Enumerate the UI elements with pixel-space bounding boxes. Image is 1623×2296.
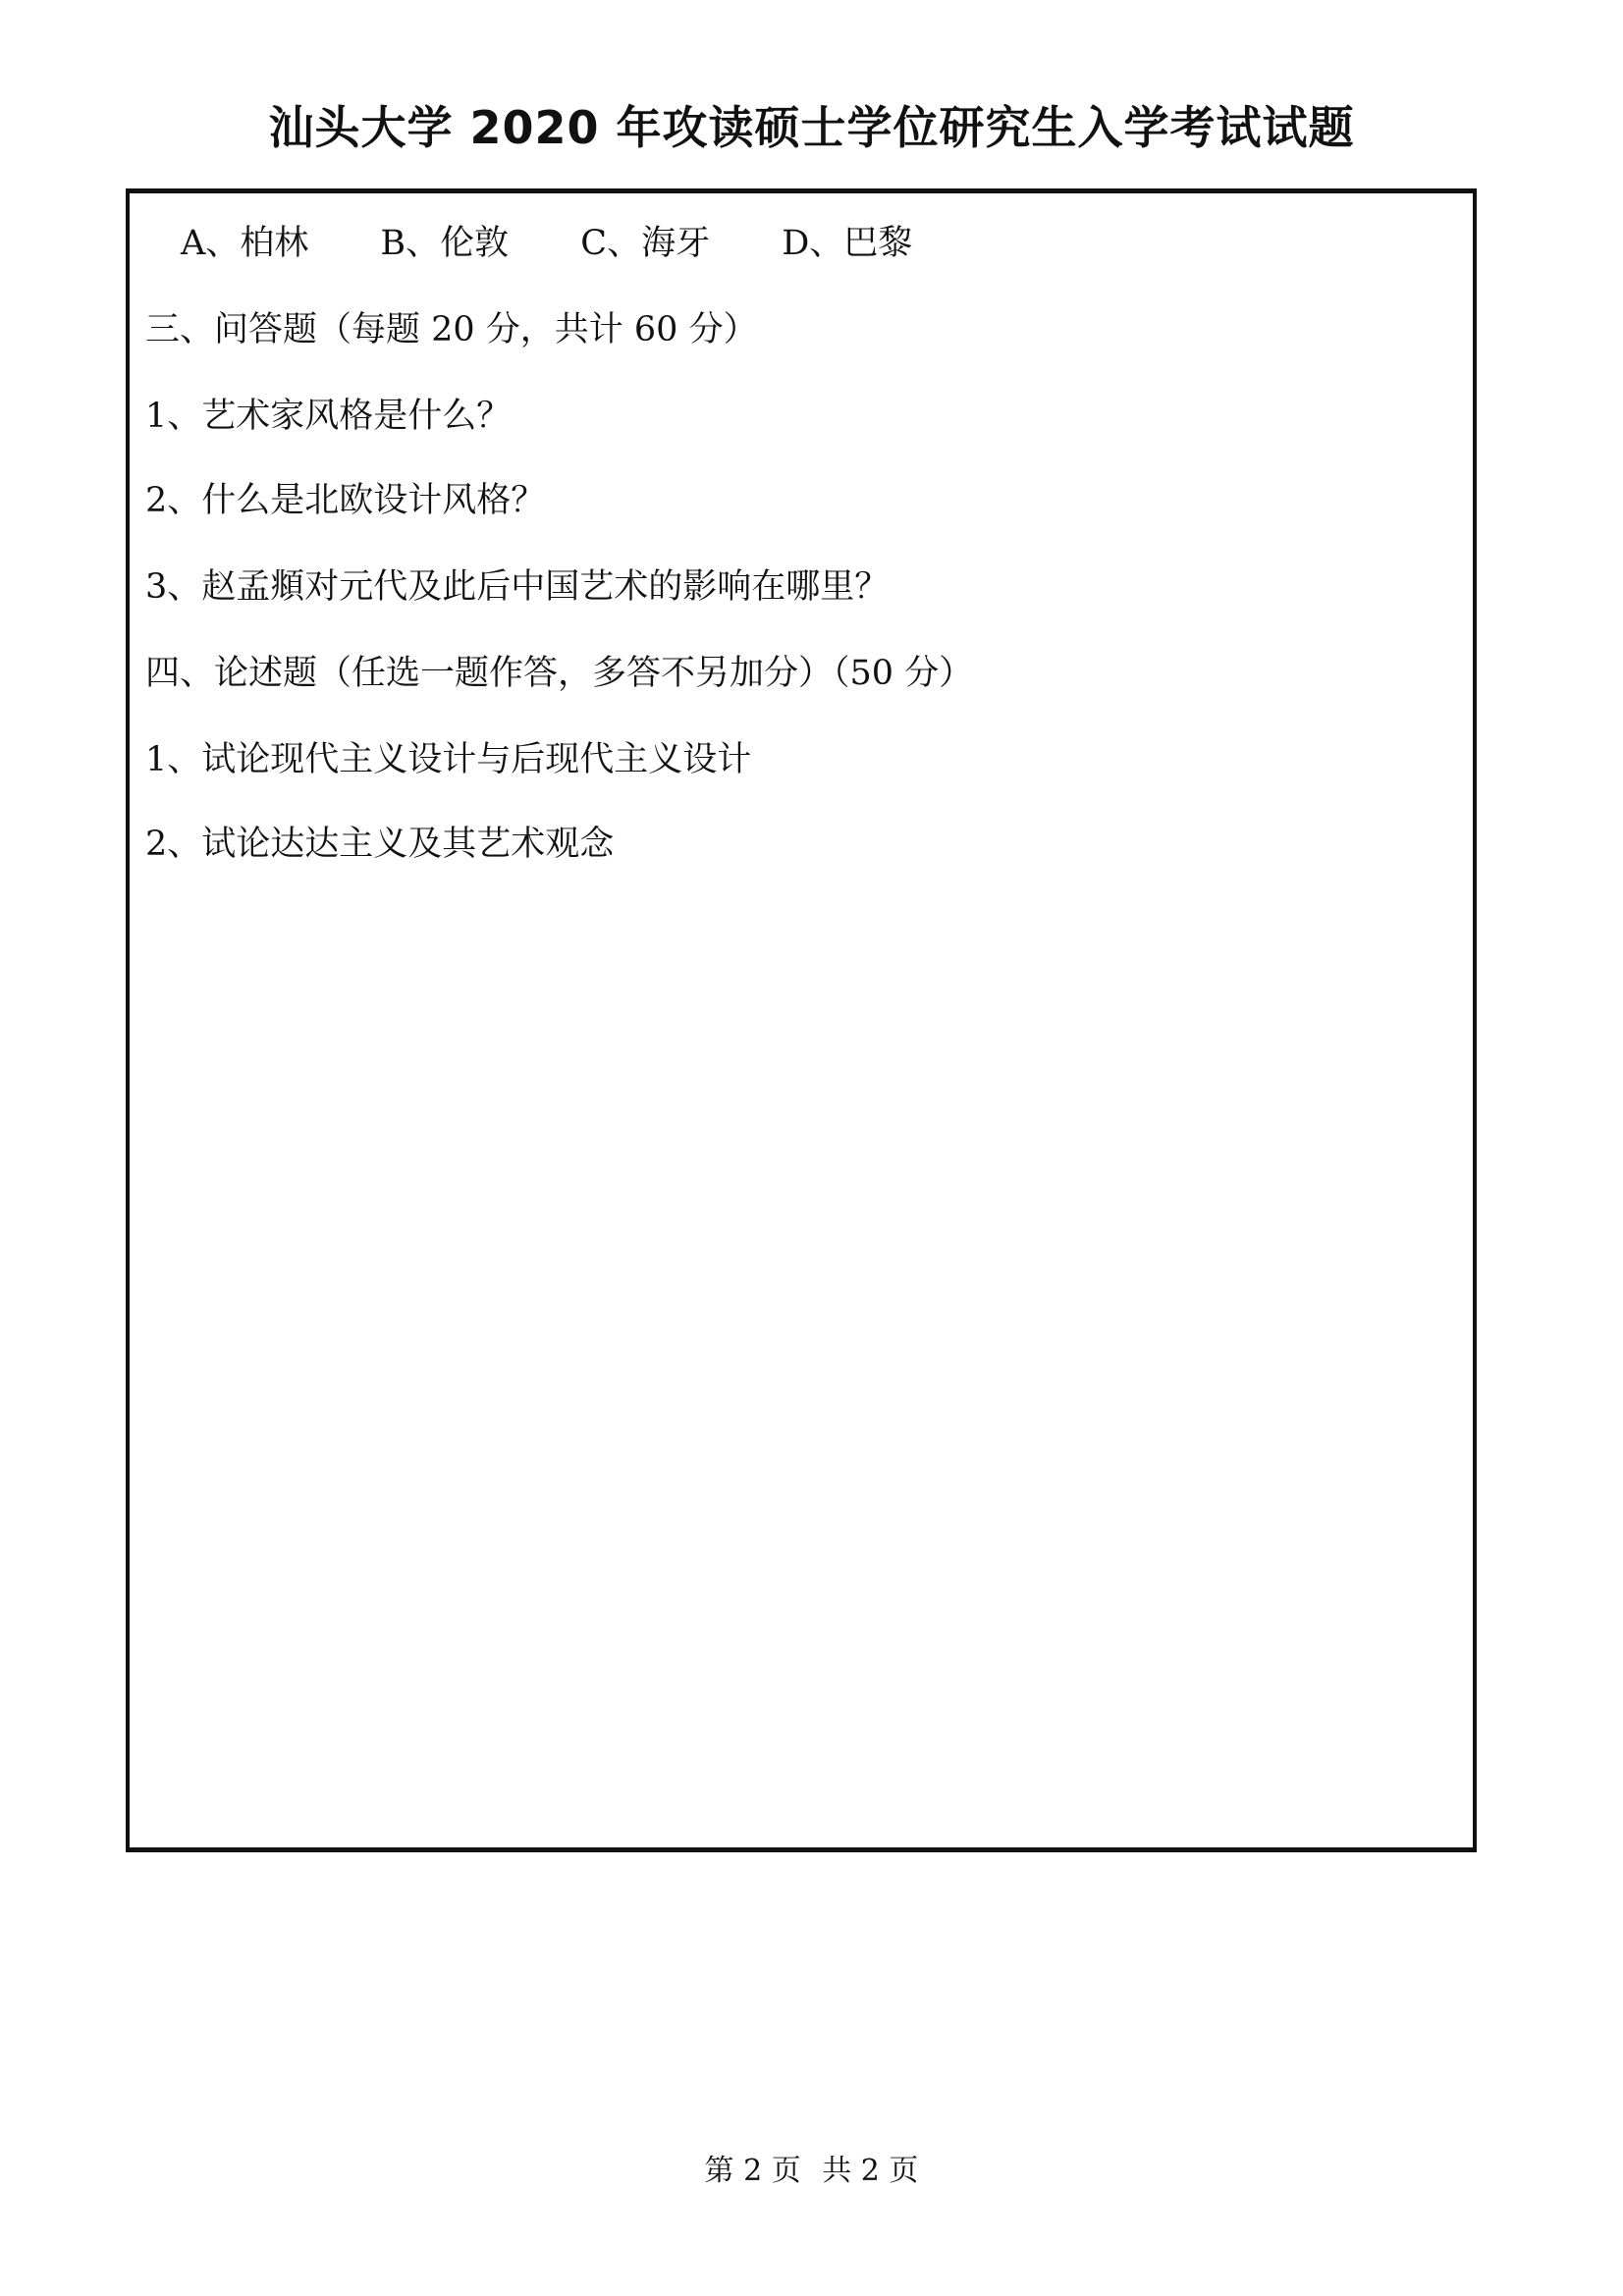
option-c: C、海牙 — [580, 224, 711, 263]
section-4-question-2: 2、试论达达主义及其艺术观念 — [145, 825, 615, 864]
page-title: 汕头大学 2020 年攻读硕士学位研究生入学考试试题 — [268, 101, 1355, 154]
option-d: D、巴黎 — [782, 224, 913, 263]
page-number: 第 2 页 — [704, 2154, 801, 2188]
section-3-question-1: 1、艺术家风格是什么？ — [145, 397, 512, 436]
answer-options — [181, 220, 973, 267]
section-4-question-1: 1、试论现代主义设计与后现代主义设计 — [145, 740, 752, 779]
page-footer — [0, 2152, 1623, 2191]
section-3-heading: 三、问答题（每题 20 分，共计 60 分） — [145, 310, 758, 349]
option-b: B、伦敦 — [380, 224, 510, 263]
section-3-question-2: 2、什么是北欧设计风格？ — [145, 481, 546, 520]
option-a: A、柏林 — [181, 224, 309, 263]
page-total: 共 2 页 — [822, 2154, 919, 2188]
section-4-heading: 四、论述题（任选一题作答，多答不另加分）（50 分） — [145, 654, 974, 693]
section-3-question-3: 3、赵孟頫对元代及此后中国艺术的影响在哪里？ — [145, 567, 890, 607]
